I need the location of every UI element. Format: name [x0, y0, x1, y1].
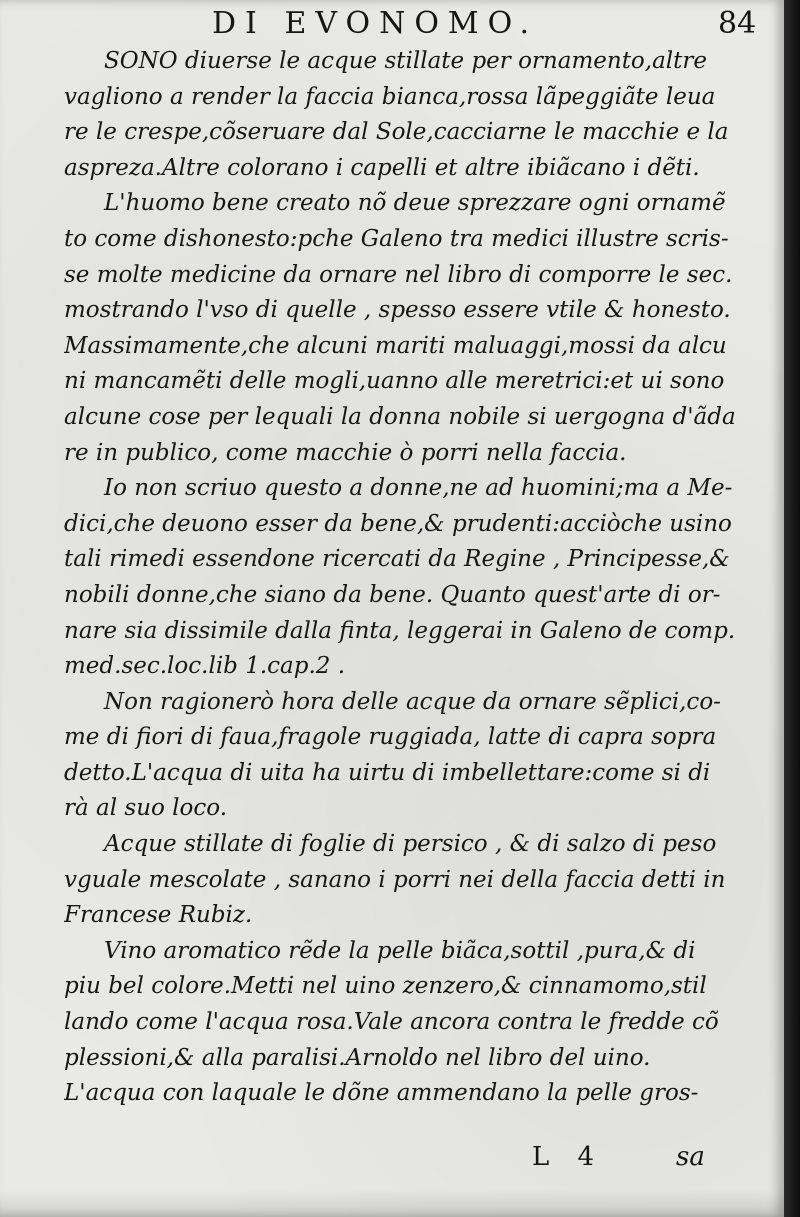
text-line: nare sia dissimile dalla finta, leggerai in Galeno de comp.: [64, 617, 736, 644]
text-line: ni mancamẽti delle mogli,uanno alle meretrici:et ui sono: [64, 368, 725, 395]
text-line: plessioni,& alla paralisi.Arnoldo nel libro del uino.: [64, 1044, 651, 1071]
text-line: re le crespe,cõseruare dal Sole,cacciarne le macchie e la: [64, 119, 729, 146]
page-footer: [0, 1140, 784, 1180]
text-line: L'huomo bene creato nõ deue sprezzare ogni ornamẽ: [104, 190, 726, 217]
text-line: SONO diuerse le acque stillate per ornamento,altre: [104, 48, 708, 74]
text-line: se molte medicine da ornare nel libro di comporre le sec.: [64, 261, 733, 288]
page-bottom-shadow: [0, 1190, 784, 1217]
paragraph-6: [64, 934, 760, 1112]
page-header: [0, 4, 784, 44]
text-line: Acque stillate di foglie di persico , & di salzo di peso: [104, 831, 717, 858]
text-line: alcune cose per lequali la donna nobile si uergogna d'ãda: [64, 403, 736, 430]
text-line: re in publico, come macchie ò porri nella faccia.: [64, 439, 627, 466]
text-line: Io non scriuo questo a donne,ne ad huomini;ma a Me-: [104, 475, 733, 502]
text-line: dici,che deuono esser da bene,& prudenti:acciòche usino: [64, 510, 732, 537]
text-line: me di fiori di faua,fragole ruggiada, latte di capra sopra: [64, 724, 717, 751]
text-line: vguale mescolate , sanano i porri nei della faccia detti in: [64, 866, 726, 893]
paragraph-2: [64, 186, 760, 471]
text-line: nobili donne,che siano da bene. Quanto quest'arte di or-: [64, 581, 721, 608]
page-number: 84: [718, 6, 757, 41]
paragraph-1: [64, 44, 760, 186]
text-line: L'acqua con laquale le dõne ammendano la pelle gros-: [64, 1080, 699, 1107]
page-edge-shadow: [784, 0, 800, 1217]
signature-mark: L 4: [532, 1142, 605, 1172]
text-line: Vino aromatico rẽde la pelle biãca,sottil ,pura,& di: [104, 937, 696, 964]
paragraph-3: [64, 471, 760, 685]
text-line: Massimamente,che alcuni mariti maluaggi,mossi da alcu: [64, 332, 727, 359]
text-line: aspreza.Altre colorano i capelli et altre ibiãcano i dẽti.: [64, 154, 700, 181]
text-line: med.sec.loc.lib 1.cap.2 .: [64, 653, 346, 680]
text-line: to come dishonesto:pche Galeno tra medici illustre scris-: [64, 225, 729, 252]
body-text: [64, 44, 760, 1112]
text-line: lando come l'acqua rosa.Vale ancora contra le fredde cõ: [64, 1009, 719, 1036]
text-line: Francese Rubiz.: [64, 902, 253, 929]
text-line: Non ragionerò hora delle acque da ornare sẽplici,co-: [104, 688, 721, 715]
paragraph-4: [64, 685, 760, 827]
catchword: sa: [676, 1142, 705, 1172]
text-line: mostrando l'vso di quelle , spesso essere vtile & honesto.: [64, 297, 731, 324]
text-line: rà al suo loco.: [64, 795, 228, 822]
running-head: DI EVONOMO.: [212, 6, 539, 41]
text-line: vagliono a render la faccia bianca,rossa lãpeggiãte leua: [64, 83, 716, 110]
text-line: piu bel colore.Metti nel uino zenzero,& cinnamomo,stil: [64, 973, 707, 1000]
text-line: tali rimedi essendone ricercati da Regine , Principesse,&: [64, 546, 730, 573]
paragraph-5: [64, 827, 760, 934]
text-line: detto.L'acqua di uita ha uirtu di imbellettare:come si di: [64, 759, 711, 786]
